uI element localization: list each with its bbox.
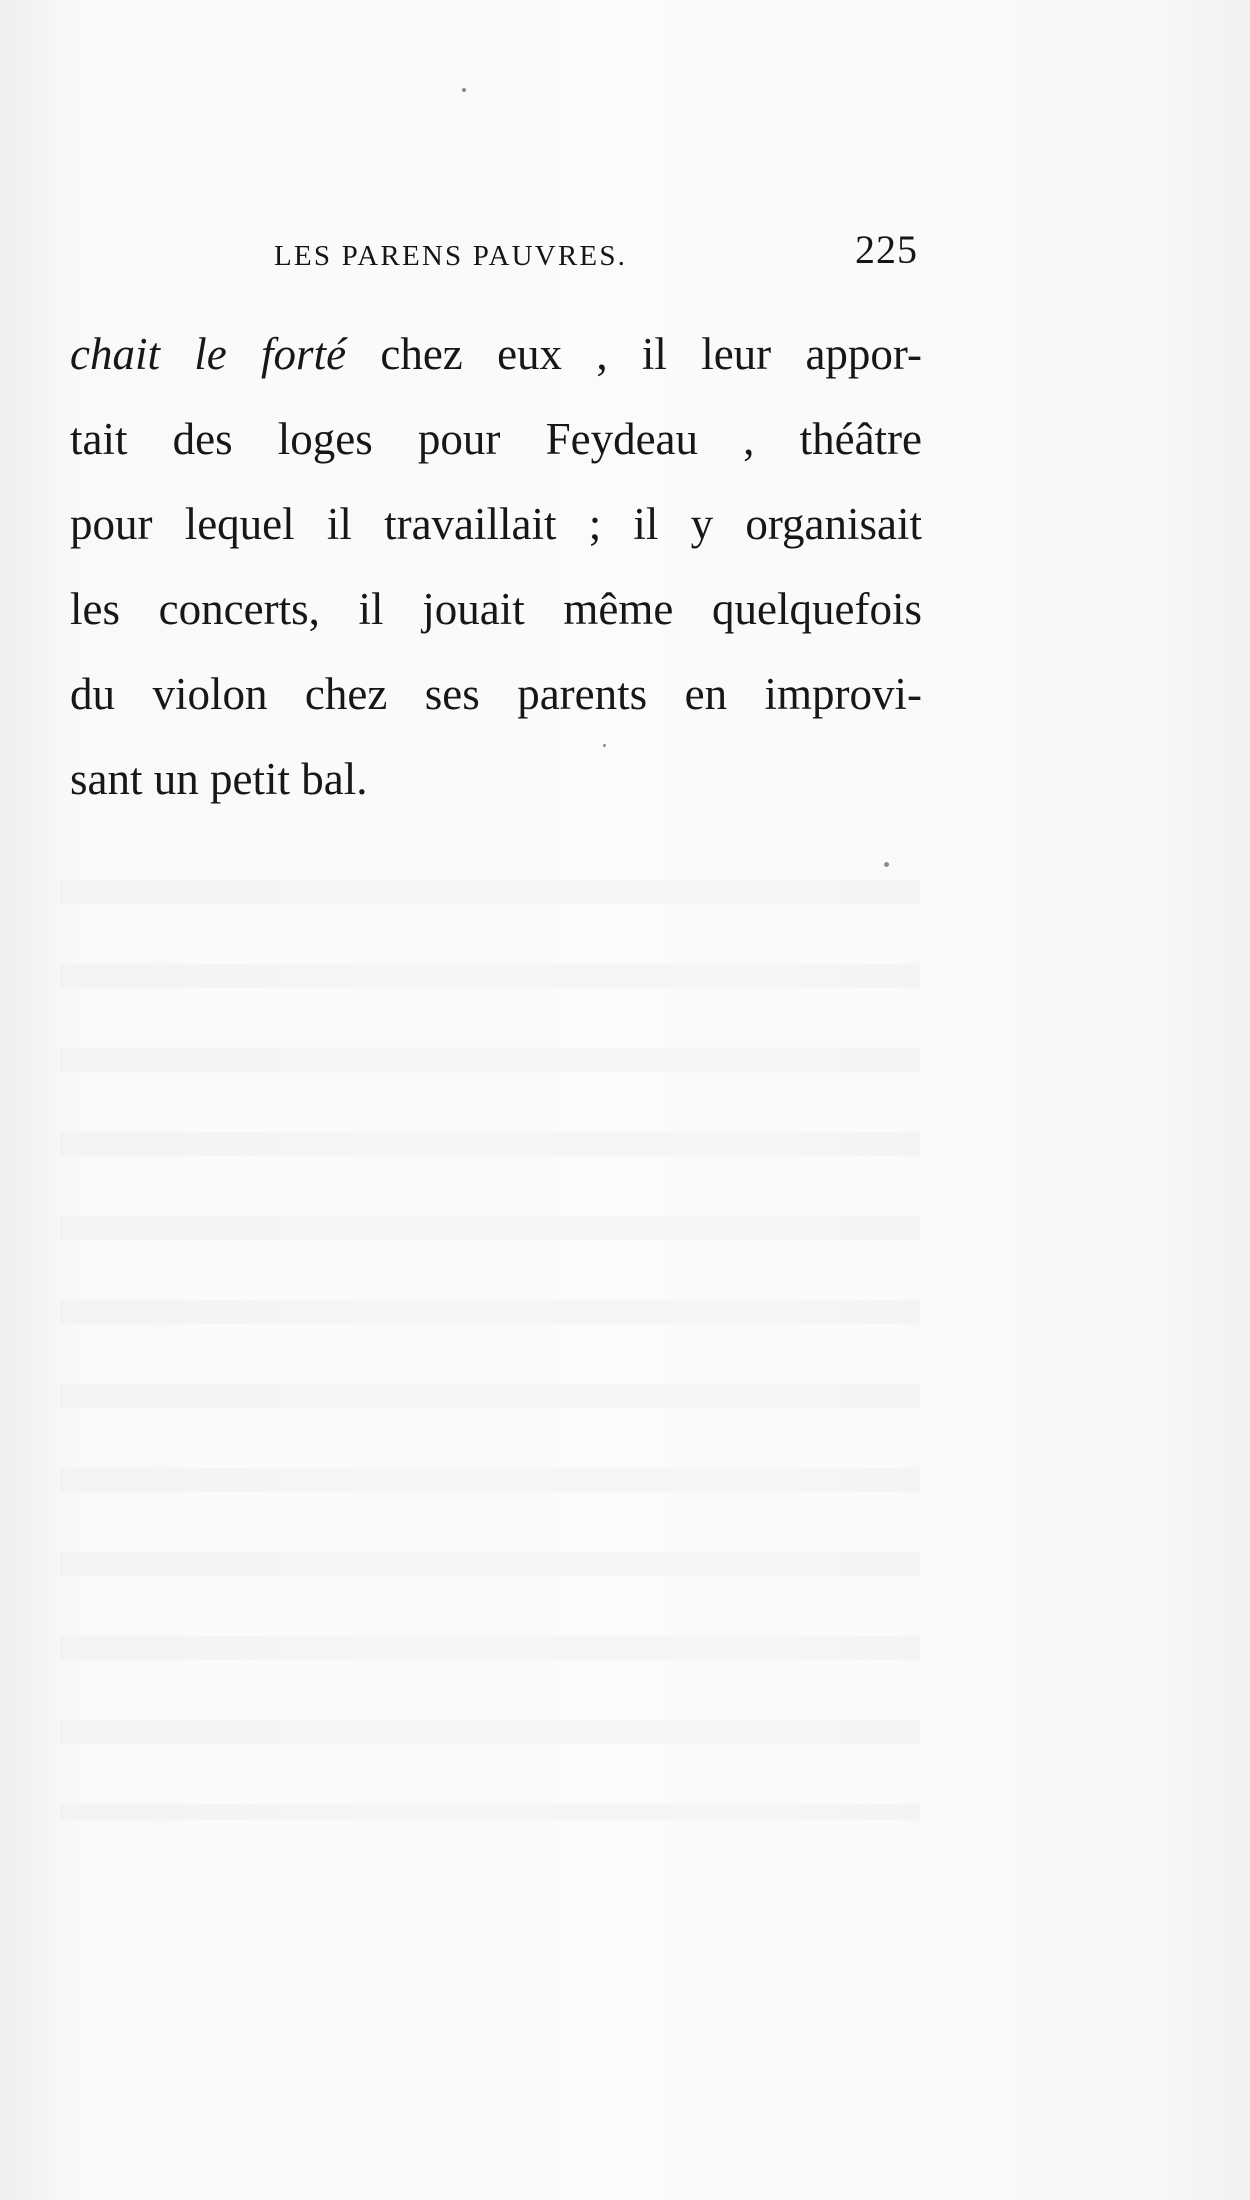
running-header xyxy=(72,226,918,286)
paper-speck xyxy=(603,744,606,747)
text-line-5: du violon chez ses parents en improvi- xyxy=(70,669,922,719)
text-line-1-rest: chez eux , il leur appor- xyxy=(346,329,922,379)
italic-phrase: chait le forté xyxy=(70,329,347,379)
text-line-2: tait des loges pour Feydeau , théâtre xyxy=(70,414,922,464)
text-line-4: les concerts, il jouait même quelquefois xyxy=(70,584,922,634)
paper-speck xyxy=(884,862,889,867)
paper-speck xyxy=(462,88,466,92)
page-number: 225 xyxy=(855,227,918,272)
text-line-6: sant un petit bal. xyxy=(70,754,368,804)
text-line-1 xyxy=(70,312,922,397)
body-text xyxy=(70,312,922,822)
running-title: LES PARENS PAUVRES. xyxy=(274,240,628,272)
show-through-texture xyxy=(60,820,920,1820)
text-line-3: pour lequel il travaillait ; il y organisait xyxy=(70,499,922,549)
